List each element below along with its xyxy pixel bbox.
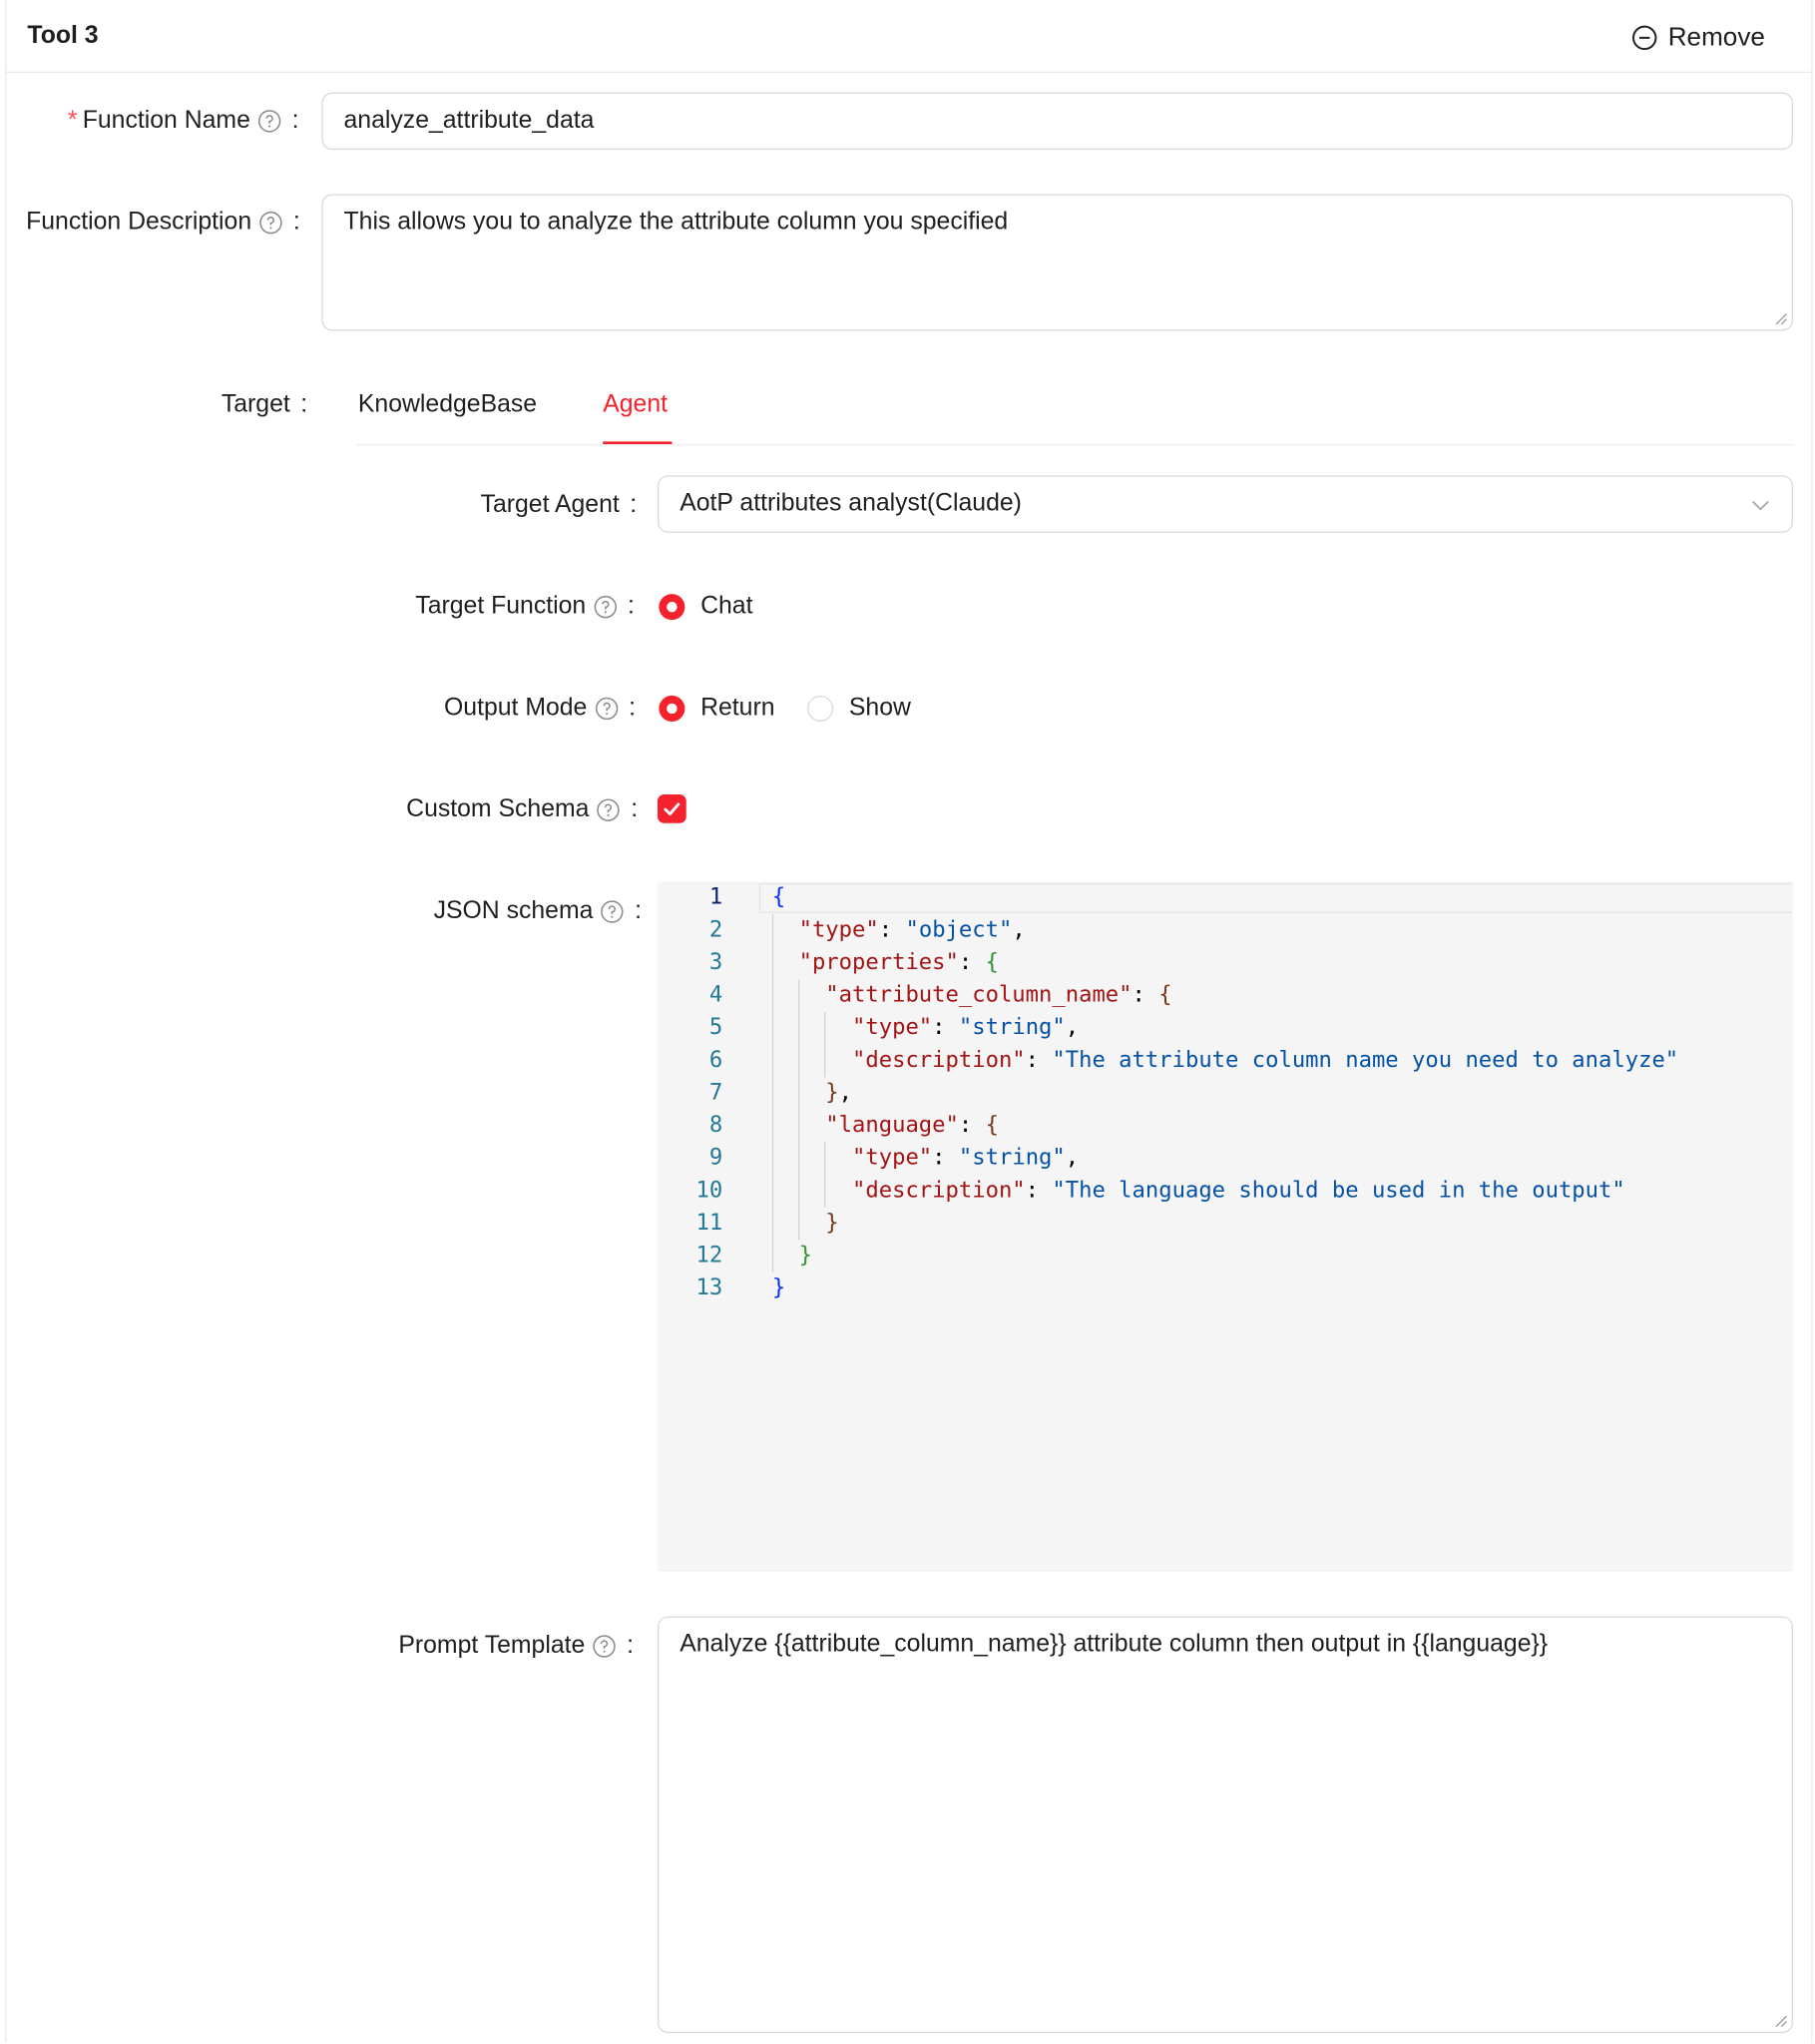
chevron-down-icon (1750, 495, 1771, 516)
json-schema-label (434, 897, 642, 926)
resize-handle-icon[interactable] (1775, 2015, 1788, 2028)
code-line: "description": "The attribute column name you need to analyze" (852, 1047, 1679, 1074)
prompt-template-textarea[interactable] (658, 1617, 1793, 2034)
function-name-value: analyze_attribute_data (343, 107, 595, 135)
resize-handle-icon[interactable] (1775, 312, 1788, 325)
radio-return-label: Return (700, 694, 775, 722)
function-name-input[interactable] (321, 93, 1793, 150)
target-agent-label (481, 491, 638, 520)
colon: : (635, 897, 643, 925)
line-number: 13 (695, 1275, 723, 1301)
tab-knowledgebase[interactable]: KnowledgeBase (357, 390, 538, 418)
tab-agent[interactable]: Agent (603, 390, 669, 418)
radio-return[interactable] (659, 695, 774, 724)
line-number: 7 (708, 1079, 723, 1106)
code-line: } (825, 1210, 839, 1237)
custom-schema-label (406, 795, 638, 824)
question-circle-icon[interactable] (597, 798, 620, 821)
question-circle-icon[interactable] (594, 595, 617, 618)
colon: : (292, 208, 300, 237)
active-tab-indicator (603, 441, 672, 444)
function-description-value: This allows you to analyze the attribute column you specified (343, 208, 1009, 237)
question-circle-icon[interactable] (601, 900, 624, 923)
minus-circle-icon (1631, 25, 1657, 51)
code-line: "type": "string", (852, 1145, 1080, 1172)
line-number: 8 (708, 1112, 723, 1139)
target-label (222, 390, 307, 419)
line-number: 6 (708, 1047, 723, 1074)
line-number: 11 (695, 1210, 723, 1237)
code-line: "type": "object", (798, 916, 1026, 943)
line-number: 10 (695, 1177, 723, 1204)
radio-chat[interactable] (659, 593, 752, 622)
required-mark: * (67, 107, 78, 135)
line-number: 3 (708, 949, 723, 976)
line-number: 2 (708, 916, 723, 943)
code-line: "properties": { (798, 949, 999, 976)
radio-show-label: Show (848, 694, 911, 722)
json-schema-editor[interactable] (658, 881, 1793, 1572)
prompt-template-value: Analyze {{attribute_column_name}} attribute column then output in {{language}} (680, 1630, 1549, 1659)
radio-show[interactable] (807, 695, 911, 724)
target-agent-select[interactable] (658, 475, 1793, 532)
colon: : (631, 795, 639, 823)
question-circle-icon[interactable] (593, 1635, 616, 1658)
question-circle-icon[interactable] (259, 211, 282, 234)
output-mode-label-text: Output Mode (444, 694, 588, 722)
code-line: "description": "The language should be used in the output" (852, 1177, 1625, 1204)
question-circle-icon[interactable] (595, 697, 618, 720)
card-header (7, 0, 1812, 73)
card-title: Tool 3 (27, 22, 99, 50)
function-description-label (26, 209, 300, 238)
line-number: 4 (708, 981, 723, 1009)
target-function-label (415, 593, 635, 622)
code-line: "attribute_column_name": { (825, 981, 1172, 1009)
colon: : (291, 107, 299, 135)
line-number: 9 (708, 1145, 723, 1172)
colon: : (627, 592, 635, 621)
target-agent-label-text: Target Agent (480, 490, 620, 519)
check-icon (658, 794, 686, 823)
code-line: "language": { (825, 1112, 999, 1139)
radio-chat-label: Chat (700, 592, 753, 621)
json-schema-label-text: JSON schema (433, 897, 594, 925)
remove-label: Remove (1667, 22, 1765, 52)
radio-dot-unchecked (807, 696, 833, 722)
prompt-template-label-text: Prompt Template (398, 1632, 586, 1660)
target-label-text: Target (221, 390, 290, 418)
output-mode-label (444, 695, 636, 724)
code-line: { (771, 884, 786, 911)
prompt-template-label (398, 1632, 634, 1661)
colon: : (630, 490, 638, 519)
custom-schema-checkbox[interactable] (658, 794, 686, 823)
current-line-highlight (759, 883, 1792, 913)
question-circle-icon[interactable] (258, 110, 281, 133)
colon: : (300, 390, 308, 418)
code-line: } (771, 1275, 786, 1301)
remove-button[interactable] (1631, 21, 1765, 55)
line-number: 5 (708, 1014, 723, 1041)
code-line: }, (825, 1079, 853, 1106)
custom-schema-label-text: Custom Schema (406, 795, 590, 823)
tabs-divider (357, 444, 1795, 445)
function-name-label (68, 107, 299, 136)
function-description-label-text: Function Description (26, 208, 252, 237)
colon: : (629, 694, 637, 722)
line-number: 1 (708, 884, 723, 911)
radio-dot-checked (659, 594, 684, 620)
colon: : (627, 1632, 634, 1660)
target-function-label-text: Target Function (415, 592, 587, 621)
code-line: } (798, 1242, 812, 1270)
target-agent-value: AotP attributes analyst(Claude) (680, 489, 1022, 518)
function-name-label-text: Function Name (82, 107, 250, 135)
line-number: 12 (695, 1242, 723, 1270)
function-description-textarea[interactable] (321, 194, 1793, 330)
code-line: "type": "string", (852, 1014, 1080, 1041)
radio-dot-checked (659, 696, 684, 722)
